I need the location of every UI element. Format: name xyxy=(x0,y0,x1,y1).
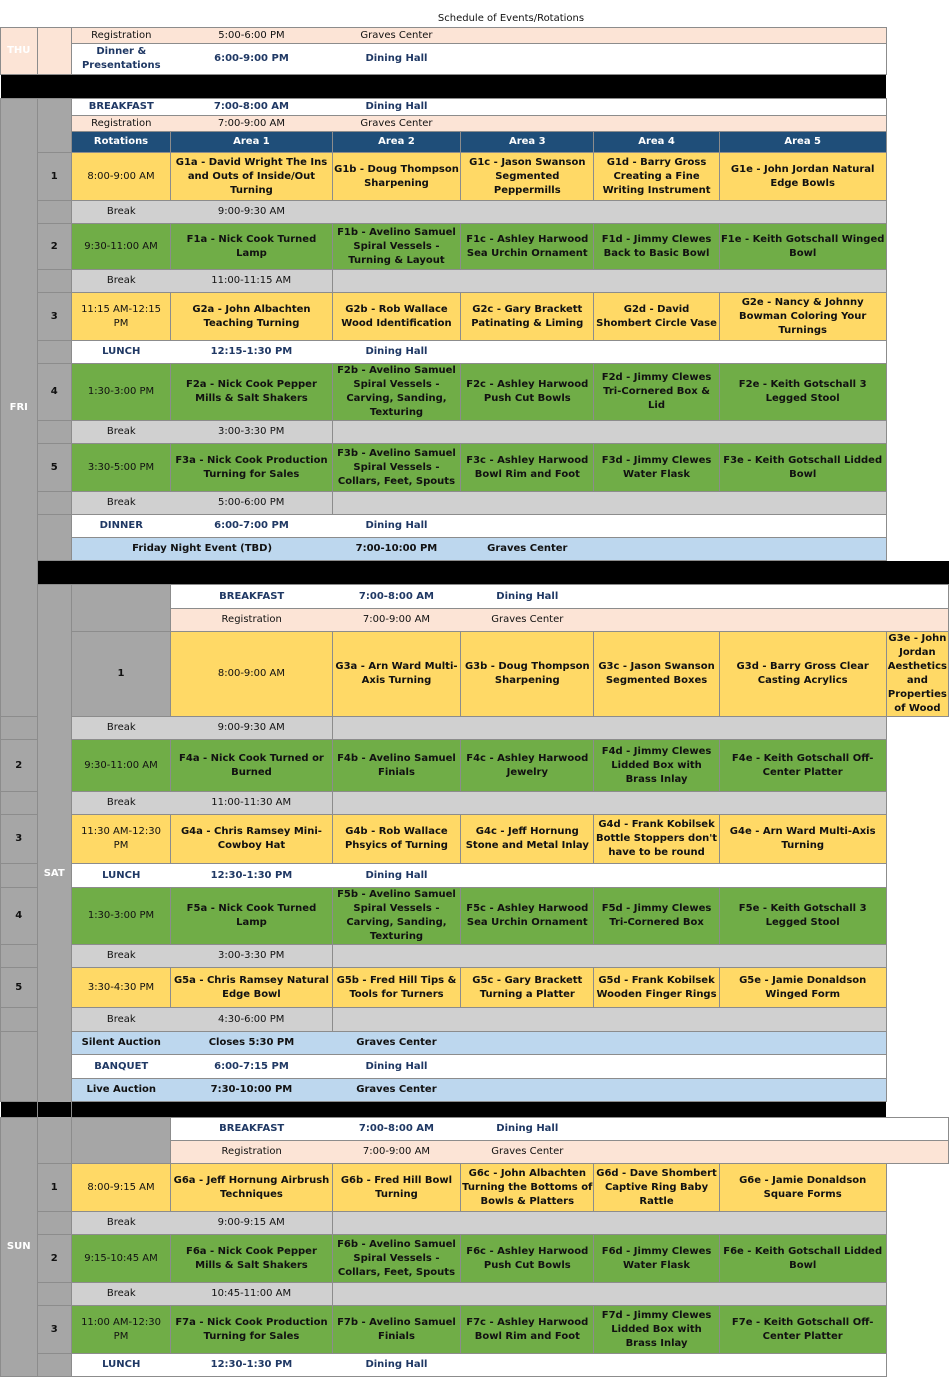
rotation-number: 2 xyxy=(1,740,38,792)
rotation-number: 3 xyxy=(37,293,71,341)
session-cell: G5d - Frank Kobilsek Wooden Finger Rings xyxy=(594,968,719,1008)
break-time: 3:00-3:30 PM xyxy=(171,945,333,968)
header-area-3: Area 3 xyxy=(461,132,594,153)
session-cell: F3c - Ashley Harwood Bowl Rim and Foot xyxy=(461,444,594,492)
day-separator xyxy=(1,561,949,585)
event-location: Graves Center xyxy=(461,609,594,632)
session-cell: G6e - Jamie Donaldson Square Forms xyxy=(719,1164,886,1212)
session-cell: F1a - Nick Cook Turned Lamp xyxy=(171,224,333,270)
event-label: Live Auction xyxy=(71,1079,170,1102)
session-cell: G4e - Arn Ward Multi-Axis Turning xyxy=(719,815,886,864)
header-area-2: Area 2 xyxy=(332,132,460,153)
session-cell: F4b - Avelino Samuel Finials xyxy=(332,740,460,792)
event-label: Dinner & Presentations xyxy=(71,44,170,75)
header-rotations: Rotations xyxy=(71,132,170,153)
session-cell: F3e - Keith Gotschall Lidded Bowl xyxy=(719,444,886,492)
sat-live-auction-row xyxy=(1,1079,949,1102)
session-cell: G1c - Jason Swanson Segmented Peppermills xyxy=(461,153,594,201)
rotation-time: 9:30-11:00 AM xyxy=(71,224,170,270)
session-cell: G2a - John Albachten Teaching Turning xyxy=(171,293,333,341)
event-label: LUNCH xyxy=(71,1354,170,1377)
session-cell: F1b - Avelino Samuel Spiral Vessels - Turning & Layout xyxy=(332,224,460,270)
event-time: 7:00-8:00 AM xyxy=(171,99,333,116)
event-time: 6:00-9:00 PM xyxy=(171,44,333,75)
sun-lunch-row xyxy=(1,1354,949,1377)
sat-lunch-row xyxy=(1,864,949,888)
area-header-row xyxy=(1,132,949,153)
break-label: Break xyxy=(71,717,170,740)
break-row xyxy=(1,201,949,224)
break-time: 11:00-11:30 AM xyxy=(171,792,333,815)
rotation-number: 5 xyxy=(1,968,38,1008)
rotation-number: 1 xyxy=(37,153,71,201)
break-row xyxy=(1,1212,949,1235)
event-time: 7:00-9:00 AM xyxy=(332,1141,460,1164)
fri-lunch-row xyxy=(1,341,949,364)
session-cell: F7a - Nick Cook Production Turning for Sales xyxy=(171,1306,333,1354)
event-label: BREAKFAST xyxy=(171,1118,333,1141)
sat-rotation-2-row xyxy=(1,740,949,792)
session-cell: G1d - Barry Gross Creating a Fine Writing Instrument xyxy=(594,153,719,201)
event-label: Registration xyxy=(171,609,333,632)
rotation-time: 9:15-10:45 AM xyxy=(71,1235,170,1283)
session-cell: F4a - Nick Cook Turned or Burned xyxy=(171,740,333,792)
break-row xyxy=(1,421,949,444)
rotation-number: 3 xyxy=(37,1306,71,1354)
session-cell: G6c - John Albachten Turning the Bottoms of Bowls & Platters xyxy=(461,1164,594,1212)
event-location: Graves Center xyxy=(332,116,460,132)
event-time: 7:00-9:00 AM xyxy=(171,116,333,132)
event-time: 5:00-6:00 PM xyxy=(171,28,333,44)
break-time: 3:00-3:30 PM xyxy=(171,421,333,444)
schedule-title: Schedule of Events/Rotations xyxy=(437,13,585,24)
break-label: Break xyxy=(71,1212,170,1235)
rotation-number: 1 xyxy=(71,632,170,717)
session-cell: F1c - Ashley Harwood Sea Urchin Ornament xyxy=(461,224,594,270)
session-cell: G3c - Jason Swanson Segmented Boxes xyxy=(594,632,719,717)
break-label: Break xyxy=(71,792,170,815)
session-cell: F6b - Avelino Samuel Spiral Vessels - Collars, Feet, Spouts xyxy=(332,1235,460,1283)
day-label-sat: SAT xyxy=(37,585,71,1164)
event-label: Registration xyxy=(71,28,170,44)
break-row xyxy=(1,1283,949,1306)
session-cell: F6a - Nick Cook Pepper Mills & Salt Shakers xyxy=(171,1235,333,1283)
event-label: BREAKFAST xyxy=(171,585,333,609)
event-location: Graves Center xyxy=(461,538,594,561)
rotation-time: 3:30-5:00 PM xyxy=(71,444,170,492)
event-location: Dining Hall xyxy=(332,864,460,888)
session-cell: F4e - Keith Gotschall Off-Center Platter xyxy=(719,740,886,792)
day-label-sun: SUN xyxy=(1,1118,38,1377)
break-row xyxy=(1,270,949,293)
session-cell: F7b - Avelino Samuel Finials xyxy=(332,1306,460,1354)
session-cell: G1a - David Wright The Ins and Outs of Inside/Out Turning xyxy=(171,153,333,201)
event-location: Graves Center xyxy=(332,1032,460,1055)
session-cell: G6b - Fred Hill Bowl Turning xyxy=(332,1164,460,1212)
session-cell: G4a - Chris Ramsey Mini-Cowboy Hat xyxy=(171,815,333,864)
break-label: Break xyxy=(71,1008,170,1032)
session-cell: F2c - Ashley Harwood Push Cut Bowls xyxy=(461,364,594,421)
event-location: Dining Hall xyxy=(332,1354,460,1377)
session-cell: G6d - Dave Shombert Captive Ring Baby Rattle xyxy=(594,1164,719,1212)
day-label-fri: FRI xyxy=(1,99,38,717)
fri-registration-row xyxy=(1,116,949,132)
session-cell: G2c - Gary Brackett Patinating & Liming xyxy=(461,293,594,341)
rotation-number: 1 xyxy=(37,1164,71,1212)
session-cell: G4c - Jeff Hornung Stone and Metal Inlay xyxy=(461,815,594,864)
event-location: Graves Center xyxy=(332,28,460,44)
break-time: 9:00-9:15 AM xyxy=(171,1212,333,1235)
session-cell: F5e - Keith Gotschall 3 Legged Stool xyxy=(719,888,886,945)
rotation-time: 8:00-9:00 AM xyxy=(71,153,170,201)
event-label: LUNCH xyxy=(71,864,170,888)
event-time: 12:30-1:30 PM xyxy=(171,1354,333,1377)
rotation-time: 9:30-11:00 AM xyxy=(71,740,170,792)
thu-dinner-row xyxy=(1,44,949,75)
rotation-time: 11:15 AM-12:15 PM xyxy=(71,293,170,341)
rotation-number: 4 xyxy=(37,364,71,421)
event-time: 7:00-8:00 AM xyxy=(332,1118,460,1141)
event-label: BANQUET xyxy=(71,1055,170,1079)
break-label: Break xyxy=(71,945,170,968)
event-time: 7:00-10:00 PM xyxy=(332,538,460,561)
session-cell: F5a - Nick Cook Turned Lamp xyxy=(171,888,333,945)
fri-rotation-3-row xyxy=(1,293,949,341)
event-label: Registration xyxy=(71,116,170,132)
session-cell: F6e - Keith Gotschall Lidded Bowl xyxy=(719,1235,886,1283)
session-cell: G4b - Rob Wallace Phsyics of Turning xyxy=(332,815,460,864)
break-time: 10:45-11:00 AM xyxy=(171,1283,333,1306)
session-cell: G3e - John Jordan Aesthetics and Properties of Wood xyxy=(886,632,948,717)
fri-rotation-1-row xyxy=(1,153,949,201)
session-cell: G2e - Nancy & Johnny Bowman Coloring Your Turnings xyxy=(719,293,886,341)
event-time: 7:30-10:00 PM xyxy=(171,1079,333,1102)
fri-rotation-5-row xyxy=(1,444,949,492)
break-row xyxy=(1,717,949,740)
fri-night-event-row xyxy=(1,538,949,561)
day-label-thu: THU xyxy=(1,28,38,75)
session-cell: F1e - Keith Gotschall Winged Bowl xyxy=(719,224,886,270)
rotation-number: 5 xyxy=(37,444,71,492)
event-location: Dining Hall xyxy=(332,99,460,116)
session-cell: G1b - Doug Thompson Sharpening xyxy=(332,153,460,201)
session-cell: F1d - Jimmy Clewes Back to Basic Bowl xyxy=(594,224,719,270)
session-cell: G2d - David Shombert Circle Vase xyxy=(594,293,719,341)
session-cell: G4d - Frank Kobilsek Bottle Stoppers don't have to be round xyxy=(594,815,719,864)
break-time: 5:00-6:00 PM xyxy=(171,492,333,515)
sat-rotation-1-row xyxy=(1,632,949,717)
session-cell: F4c - Ashley Harwood Jewelry xyxy=(461,740,594,792)
break-row xyxy=(1,492,949,515)
sat-banquet-row xyxy=(1,1055,949,1079)
fri-breakfast-row xyxy=(1,99,949,116)
sat-silent-auction-row xyxy=(1,1032,949,1055)
session-cell: F3d - Jimmy Clewes Water Flask xyxy=(594,444,719,492)
header-area-1: Area 1 xyxy=(171,132,333,153)
sat-rotation-4-row xyxy=(1,888,949,945)
fri-dinner-row xyxy=(1,515,949,538)
event-label: Friday Night Event (TBD) xyxy=(71,538,332,561)
session-cell: F5b - Avelino Samuel Spiral Vessels - Carving, Sanding, Texturing xyxy=(332,888,460,945)
sat-breakfast-row xyxy=(1,585,949,609)
event-location: Dining Hall xyxy=(461,1118,594,1141)
break-label: Break xyxy=(71,270,170,293)
event-location: Dining Hall xyxy=(332,44,460,75)
header-area-4: Area 4 xyxy=(594,132,719,153)
rotation-number: 4 xyxy=(1,888,38,945)
sun-rotation-2-row xyxy=(1,1235,949,1283)
rotation-time: 3:30-4:30 PM xyxy=(71,968,170,1008)
session-cell: G5b - Fred Hill Tips & Tools for Turners xyxy=(332,968,460,1008)
event-location: Dining Hall xyxy=(461,585,594,609)
session-cell: G6a - Jeff Hornung Airbrush Techniques xyxy=(171,1164,333,1212)
session-cell: F2d - Jimmy Clewes Tri-Cornered Box & Lid xyxy=(594,364,719,421)
session-cell: F6c - Ashley Harwood Push Cut Bowls xyxy=(461,1235,594,1283)
session-cell: G5a - Chris Ramsey Natural Edge Bowl xyxy=(171,968,333,1008)
event-location: Dining Hall xyxy=(332,515,460,538)
break-label: Break xyxy=(71,1283,170,1306)
rotation-time: 11:30 AM-12:30 PM xyxy=(71,815,170,864)
event-time: 7:00-8:00 AM xyxy=(332,585,460,609)
session-cell: F3b - Avelino Samuel Spiral Vessels - Collars, Feet, Spouts xyxy=(332,444,460,492)
event-label: LUNCH xyxy=(71,341,170,364)
session-cell: G3b - Doug Thompson Sharpening xyxy=(461,632,594,717)
session-cell: G5e - Jamie Donaldson Winged Form xyxy=(719,968,886,1008)
sun-breakfast-row xyxy=(1,1118,949,1141)
event-label: BREAKFAST xyxy=(71,99,170,116)
session-cell: F7c - Ashley Harwood Bowl Rim and Foot xyxy=(461,1306,594,1354)
session-cell: G1e - John Jordan Natural Edge Bowls xyxy=(719,153,886,201)
day-separator xyxy=(1,1102,949,1118)
rotation-time: 1:30-3:00 PM xyxy=(71,888,170,945)
session-cell: F4d - Jimmy Clewes Lidded Box with Brass Inlay xyxy=(594,740,719,792)
rotation-time: 8:00-9:00 AM xyxy=(171,632,333,717)
break-time: 4:30-6:00 PM xyxy=(171,1008,333,1032)
session-cell: F2e - Keith Gotschall 3 Legged Stool xyxy=(719,364,886,421)
event-time: 12:15-1:30 PM xyxy=(171,341,333,364)
session-cell: F3a - Nick Cook Production Turning for Sales xyxy=(171,444,333,492)
break-label: Break xyxy=(71,201,170,224)
thu-registration-row xyxy=(1,28,949,44)
break-row xyxy=(1,1008,949,1032)
rotation-number: 2 xyxy=(37,1235,71,1283)
event-label: Silent Auction xyxy=(71,1032,170,1055)
session-cell: F5d - Jimmy Clewes Tri-Cornered Box xyxy=(594,888,719,945)
session-cell: G5c - Gary Brackett Turning a Platter xyxy=(461,968,594,1008)
rotation-time: 8:00-9:15 AM xyxy=(71,1164,170,1212)
session-cell: F7e - Keith Gotschall Off-Center Platter xyxy=(719,1306,886,1354)
break-row xyxy=(1,792,949,815)
event-location: Graves Center xyxy=(461,1141,594,1164)
event-time: 12:30-1:30 PM xyxy=(171,864,333,888)
session-cell: F2a - Nick Cook Pepper Mills & Salt Shakers xyxy=(171,364,333,421)
sat-rotation-3-row xyxy=(1,815,949,864)
schedule-table xyxy=(0,27,949,1377)
sat-rotation-5-row xyxy=(1,968,949,1008)
fri-rotation-4-row xyxy=(1,364,949,421)
break-time: 9:00-9:30 AM xyxy=(171,201,333,224)
day-separator xyxy=(1,75,949,99)
session-cell: F5c - Ashley Harwood Sea Urchin Ornament xyxy=(461,888,594,945)
break-row xyxy=(1,945,949,968)
session-cell: F7d - Jimmy Clewes Lidded Box with Brass Inlay xyxy=(594,1306,719,1354)
session-cell: G2b - Rob Wallace Wood Identification xyxy=(332,293,460,341)
row-number-cell xyxy=(37,28,71,75)
event-time: 6:00-7:00 PM xyxy=(171,515,333,538)
session-cell: G3a - Arn Ward Multi-Axis Turning xyxy=(332,632,460,717)
session-cell: F6d - Jimmy Clewes Water Flask xyxy=(594,1235,719,1283)
header-area-5: Area 5 xyxy=(719,132,886,153)
rotation-number: 2 xyxy=(37,224,71,270)
event-time: 7:00-9:00 AM xyxy=(332,609,460,632)
rotation-time: 1:30-3:00 PM xyxy=(71,364,170,421)
event-location: Dining Hall xyxy=(332,1055,460,1079)
rotation-time: 11:00 AM-12:30 PM xyxy=(71,1306,170,1354)
event-location: Graves Center xyxy=(332,1079,460,1102)
event-location: Dining Hall xyxy=(332,341,460,364)
sun-rotation-1-row xyxy=(1,1164,949,1212)
break-label: Break xyxy=(71,421,170,444)
event-label: DINNER xyxy=(71,515,170,538)
break-label: Break xyxy=(71,492,170,515)
break-time: 11:00-11:15 AM xyxy=(171,270,333,293)
event-time: 6:00-7:15 PM xyxy=(171,1055,333,1079)
rotation-number: 3 xyxy=(1,815,38,864)
break-time: 9:00-9:30 AM xyxy=(171,717,333,740)
fri-rotation-2-row xyxy=(1,224,949,270)
sun-rotation-3-row xyxy=(1,1306,949,1354)
session-cell: G3d - Barry Gross Clear Casting Acrylics xyxy=(719,632,886,717)
event-label: Registration xyxy=(171,1141,333,1164)
session-cell: F2b - Avelino Samuel Spiral Vessels - Carving, Sanding, Texturing xyxy=(332,364,460,421)
event-time: Closes 5:30 PM xyxy=(171,1032,333,1055)
